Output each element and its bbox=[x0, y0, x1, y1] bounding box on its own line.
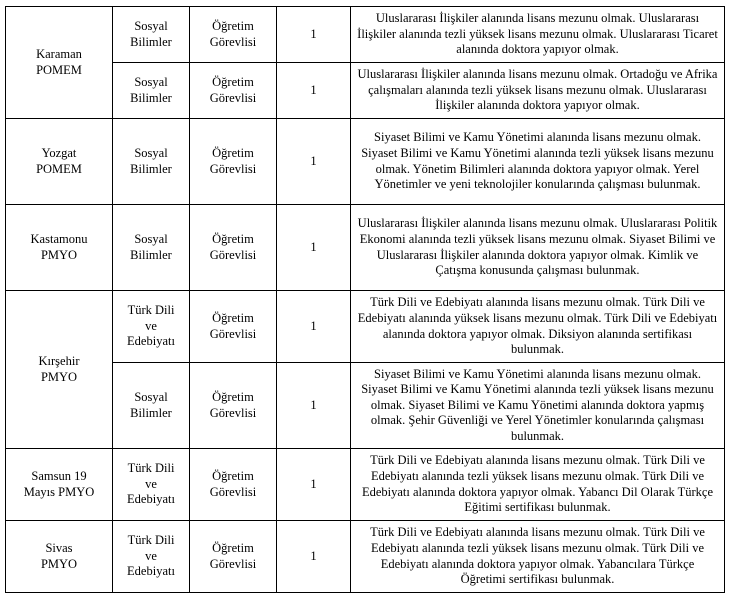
requirements-cell: Uluslararası İlişkiler alanında lisans mezunu olmak. Ortadoğu ve Afrika çalışmaları alanında tezli yüksek lisans mezunu olmak. Uluslararası İlişkiler alanında doktora yapıyor olmak. bbox=[351, 63, 725, 119]
count-cell: 1 bbox=[277, 449, 351, 521]
title-cell: Öğretim Görevlisi bbox=[190, 7, 277, 63]
table-row bbox=[6, 291, 725, 363]
table-row bbox=[6, 205, 725, 291]
title-cell: Öğretim Görevlisi bbox=[190, 63, 277, 119]
requirements-cell: Uluslararası İlişkiler alanında lisans mezunu olmak. Uluslararası İlişkiler alanında tezli yüksek lisans mezunu olmak. Uluslararası Ticaret alanında doktora yapıyor olmak. bbox=[351, 7, 725, 63]
institution-cell: Kastamonu PMYO bbox=[6, 205, 113, 291]
title-cell: Öğretim Görevlisi bbox=[190, 291, 277, 363]
requirements-cell: Türk Dili ve Edebiyatı alanında lisans mezunu olmak. Türk Dili ve Edebiyatı alanında tezli yüksek lisans mezunu olmak. Türk Dili ve Edebiyatı alanında doktora yapıyor olmak. Yabancılara Türkçe Öğretimi sertifikası bulunmak. bbox=[351, 521, 725, 593]
table-row bbox=[6, 521, 725, 593]
table-row bbox=[6, 63, 725, 119]
count-cell: 1 bbox=[277, 291, 351, 363]
field-cell: Sosyal Bilimler bbox=[113, 7, 190, 63]
table-row bbox=[6, 7, 725, 63]
institution-cell: Karaman POMEM bbox=[6, 7, 113, 119]
field-cell: Türk Dili ve Edebiyatı bbox=[113, 291, 190, 363]
field-cell: Sosyal Bilimler bbox=[113, 205, 190, 291]
table-row bbox=[6, 363, 725, 449]
count-cell: 1 bbox=[277, 63, 351, 119]
field-cell: Sosyal Bilimler bbox=[113, 63, 190, 119]
count-cell: 1 bbox=[277, 119, 351, 205]
title-cell: Öğretim Görevlisi bbox=[190, 521, 277, 593]
table-row bbox=[6, 119, 725, 205]
count-cell: 1 bbox=[277, 205, 351, 291]
requirements-cell: Türk Dili ve Edebiyatı alanında lisans mezunu olmak. Türk Dili ve Edebiyatı alanında yüksek lisans mezunu olmak. Türk Dili ve Edebiyatı alanında doktora yapıyor olmak. Diksiyon alanında sertifikası bulunmak. bbox=[351, 291, 725, 363]
count-cell: 1 bbox=[277, 521, 351, 593]
requirements-cell: Türk Dili ve Edebiyatı alanında lisans mezunu olmak. Türk Dili ve Edebiyatı alanında tezli yüksek lisans mezunu olmak. Türk Dili ve Edebiyatı alanında doktora yapıyor olmak. Yabancı Dil Olarak Türkçe Eğitimi sertifikası bulunmak. bbox=[351, 449, 725, 521]
field-cell: Türk Dili ve Edebiyatı bbox=[113, 521, 190, 593]
title-cell: Öğretim Görevlisi bbox=[190, 449, 277, 521]
requirements-cell: Siyaset Bilimi ve Kamu Yönetimi alanında lisans mezunu olmak. Siyaset Bilimi ve Kamu Yönetimi alanında tezli yüksek lisans mezunu olmak. Yönetim Bilimleri alanında doktora yapıyor olmak. Yerel Yönetimler ve yeni teknolojiler konularında çalışması bulunmak. bbox=[351, 119, 725, 205]
field-cell: Türk Dili ve Edebiyatı bbox=[113, 449, 190, 521]
requirements-cell: Siyaset Bilimi ve Kamu Yönetimi alanında lisans mezunu olmak. Siyaset Bilimi ve Kamu Yönetimi alanında tezli yüksek lisans mezunu olmak. Siyaset Bilimi ve Kamu Yönetimi alanında doktora yapmış olmak. Şehir Güvenliği ve Yerel Yönetimler konularında çalışması bulunmak. bbox=[351, 363, 725, 449]
positions-table bbox=[5, 6, 725, 593]
institution-cell: Yozgat POMEM bbox=[6, 119, 113, 205]
count-cell: 1 bbox=[277, 7, 351, 63]
count-cell: 1 bbox=[277, 363, 351, 449]
title-cell: Öğretim Görevlisi bbox=[190, 119, 277, 205]
institution-cell: Kırşehir PMYO bbox=[6, 291, 113, 449]
title-cell: Öğretim Görevlisi bbox=[190, 205, 277, 291]
requirements-cell: Uluslararası İlişkiler alanında lisans mezunu olmak. Uluslararası Politik Ekonomi alanında tezli yüksek lisans mezunu olmak. Siyaset Bilimi ve Uluslararası İlişkiler alanında doktora yapıyor olmak. Kimlik ve Çatışma konusunda çalışması bulunmak. bbox=[351, 205, 725, 291]
field-cell: Sosyal Bilimler bbox=[113, 363, 190, 449]
table-row bbox=[6, 449, 725, 521]
institution-cell: Sivas PMYO bbox=[6, 521, 113, 593]
title-cell: Öğretim Görevlisi bbox=[190, 363, 277, 449]
field-cell: Sosyal Bilimler bbox=[113, 119, 190, 205]
institution-cell: Samsun 19 Mayıs PMYO bbox=[6, 449, 113, 521]
